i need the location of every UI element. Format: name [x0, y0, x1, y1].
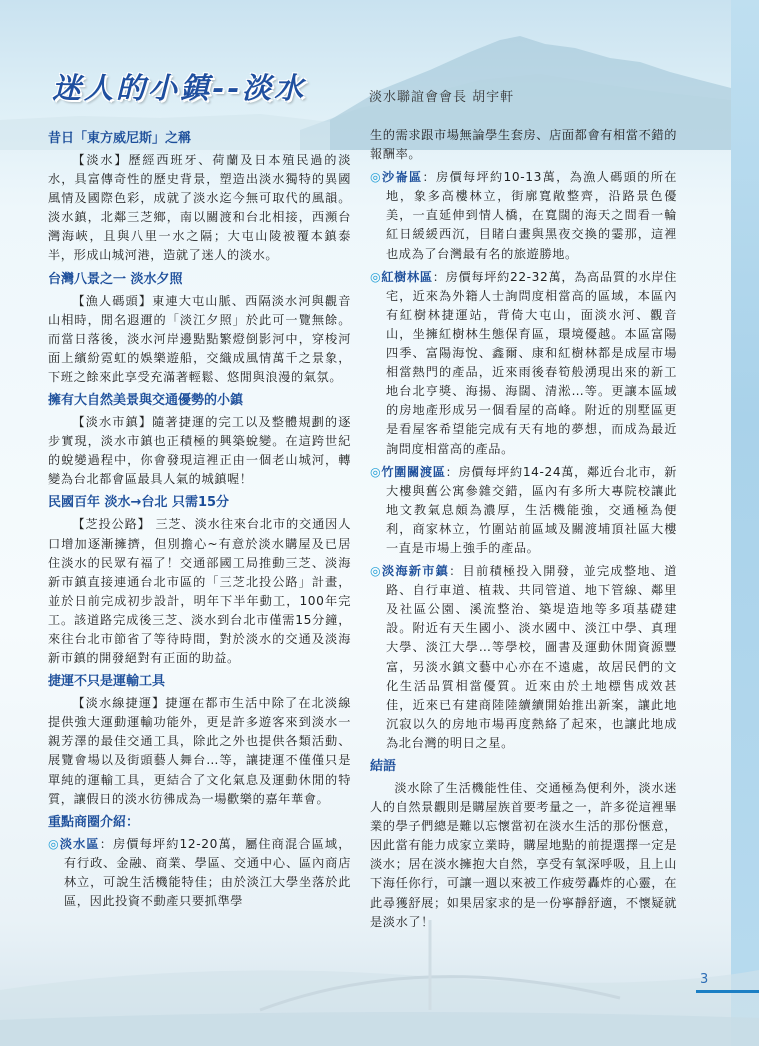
page-number-rule — [696, 990, 759, 993]
bullet-marker: ◎ — [370, 464, 382, 479]
bridge-backdrop-image — [0, 880, 759, 1046]
bullet-marker: ◎ — [48, 836, 60, 851]
district-name: 淡水區 — [59, 836, 100, 851]
district-item — [370, 562, 677, 753]
district-name: 沙崙區 — [381, 170, 423, 185]
bullet-marker: ◎ — [370, 170, 382, 185]
section-heading: 昔日「東方威尼斯」之稱 — [48, 131, 192, 146]
district-description: ：房價每坪約12-20萬，屬住商混合區域，有行政、金融、商業、學區、交通中心、區內商店林立，可說生活機能特佳；由於淡江大學坐落於此區，因此投資不動產只要抓準學 — [64, 836, 352, 908]
right-column — [370, 126, 677, 936]
district-description: ：房價每坪約14-24萬，鄰近台北市，新大樓與舊公寓參雜交錯，區內有多所大專院校讓此地文教氣息頗為濃厚，生活機能強，交通極為便利，商家林立，竹圍站前區域及關渡埔頂社區大樓一直是市場上強手的產品。 — [386, 464, 678, 555]
body-paragraph: 【淡水線捷運】捷運在都市生活中除了在北淡線提供強大運動運輸功能外，更是許多遊客來到淡水一親芳澤的最佳交通工具，除此之外也提供各類活動、展覽會場以及街頭藝人舞台…等，讓捷運不僅僅只是單純的運輸工具，更結合了文化氣息及運動休閒的特質，讓假日的淡水彷彿成為一場歡樂的嘉年華會。 — [48, 696, 351, 806]
body-paragraph: 【淡水市鎮】隨著捷運的完工以及整體規劃的逐步實現，淡水市鎮也正積極的興築蛻變。在這跨世紀的蛻變過程中，你會發現這裡正由一個老山城河，轉變為台北都會區最具人氣的城鎮喔！ — [48, 415, 351, 487]
district-name: 淡海新市鎮 — [381, 564, 450, 579]
section-heading: 結語 — [370, 759, 397, 774]
district-item — [370, 268, 677, 459]
section-heading: 台灣八景之一 淡水夕照 — [48, 271, 183, 287]
section-heading: 擁有大自然美景與交通優勢的小鎮 — [48, 393, 244, 409]
page-number: 3 — [700, 972, 709, 987]
district-name: 竹圍關渡區 — [381, 464, 446, 479]
district-description: ：目前積極投入開發，並完成整地、道路、自行車道、植栽、共同管道、地下管線、鄰里及社區公園、溪流整治、築堤造地等多項基礎建設。附近有天生國小、淡水國中、淡江中學、真理大學、淡江大學…等學校，圖書及運動休閒資源豐富，另淡水鎮文藝中心亦在不遠處，故居民們的文化生活品質相當優質。近來由於土地標售成效甚佳，近來已有建商陸陸續續開始推出新案，讓此地沉寂以久的房地市場再度熱絡了起來，也讓此地成為北台灣的明日之星。 — [386, 564, 677, 750]
district-description: ：房價每坪約10-13萬，為漁人碼頭的所在地，象多高樓林立，街廓寬敞整齊，沿路景色優美，一直延伸到情人橋，在寬闊的海天之間看一輪紅日緩緩西沉，目睹白畫與黑夜交換的霎那，這裡也成為了台灣最有名的旅遊勝地。 — [386, 170, 677, 261]
bullet-marker: ◎ — [370, 564, 382, 579]
body-paragraph: 【淡水】歷經西班牙、荷蘭及日本殖民過的淡水，具富傳奇性的歷史背景，塑造出淡水獨特的異國風情及國際色彩，成就了淡水迄今無可取代的風韻。 淡水鎮，北鄰三芝鄉，南以關渡和台北相接，西瀕台灣海峽，且與八里一水之隔；大屯山陵被覆本鎮泰半，形成山城河港，造就了迷人的淡水。 — [48, 153, 351, 263]
left-column — [48, 126, 351, 915]
district-description: ：房價每坪約22-32萬，為高品質的水岸住宅，近來為外籍人士詢問度相當高的區域，本區內有紅樹林捷運站，背倚大屯山，面淡水河、觀音山，坐擁紅樹林生態保育區，環境優越。本區富陽四季、富陽海悅、鑫爾、康和紅樹林都是成屋市場相當熱門的產品，近來雨後春筍般湧現出來的新工地台北亨獎、海揚、海闊、清淞…等。更讓本區域的房地產形成另一個看屋的高峰。附近的別墅區更是看屋客希望能完成有天有地的夢想，而成為最近詢問度相當高的產品。 — [386, 269, 678, 456]
section-heading: 捷運不只是運輸工具 — [48, 674, 166, 690]
author-byline: 淡水聯誼會會長 胡宇軒 — [369, 90, 515, 105]
section-heading: 重點商圈介紹： — [48, 814, 140, 830]
body-paragraph: 【芝投公路】 三芝、淡水往來台北市的交通因人口增加逐漸擁擠，但別擔心~有意於淡水購屋及已居住淡水的民眾有福了！交通部國工局推動三芝、淡海新市鎮直接連通台北市區的「三芝北投公路」計畫，並於日前完成初步設計，明年下半年動工，100年完工。該道路完成後三芝、淡水到台北市僅需15分鐘，來往台北市節省了等待時間，對於淡水的交通及淡海新市鎮的開發絕對有正面的助益。 — [48, 517, 351, 666]
district-item — [370, 463, 677, 558]
district-item — [370, 168, 677, 263]
district-name: 紅樹林區 — [381, 269, 433, 284]
section-heading: 民國百年 淡水→台北 只需15分 — [48, 495, 230, 511]
body-paragraph: 淡水除了生活機能性佳、交通極為便利外，淡水迷人的自然景觀則是購屋族首要考量之一，許多從這裡畢業的學子們總是難以忘懷當初在淡水生活的那份愜意，因此當有能力成家立業時，購屋地點的前提選擇一定是淡水；居在淡水擁抱大自然，享受有氧深呼吸，且上山下海任你行，可讓一週以來被工作疲勞轟炸的心靈，在此尋獲舒展；如果居家求的是一份寧靜舒適，不懷疑就是淡水了！ — [370, 781, 677, 929]
body-paragraph: 生的需求跟市場無論學生套房、店面都會有相當不錯的報酬率。 — [370, 128, 677, 162]
page-title: 迷人的小鎮--淡水 — [52, 71, 307, 105]
bullet-marker: ◎ — [370, 269, 382, 284]
body-paragraph: 【漁人碼頭】東連大屯山脈、西隔淡水河與觀音山相時，閒名遐邇的「淡江夕照」於此可一覽無餘。而當日落後，淡水河岸邊點點繁燈倒影河中，穿梭河面上繽紛霓虹的娛樂遊船，交織成風情萬千之景象，下班之餘來此享受充滿著輕鬆、悠閒與浪漫的氣氛。 — [48, 293, 351, 384]
